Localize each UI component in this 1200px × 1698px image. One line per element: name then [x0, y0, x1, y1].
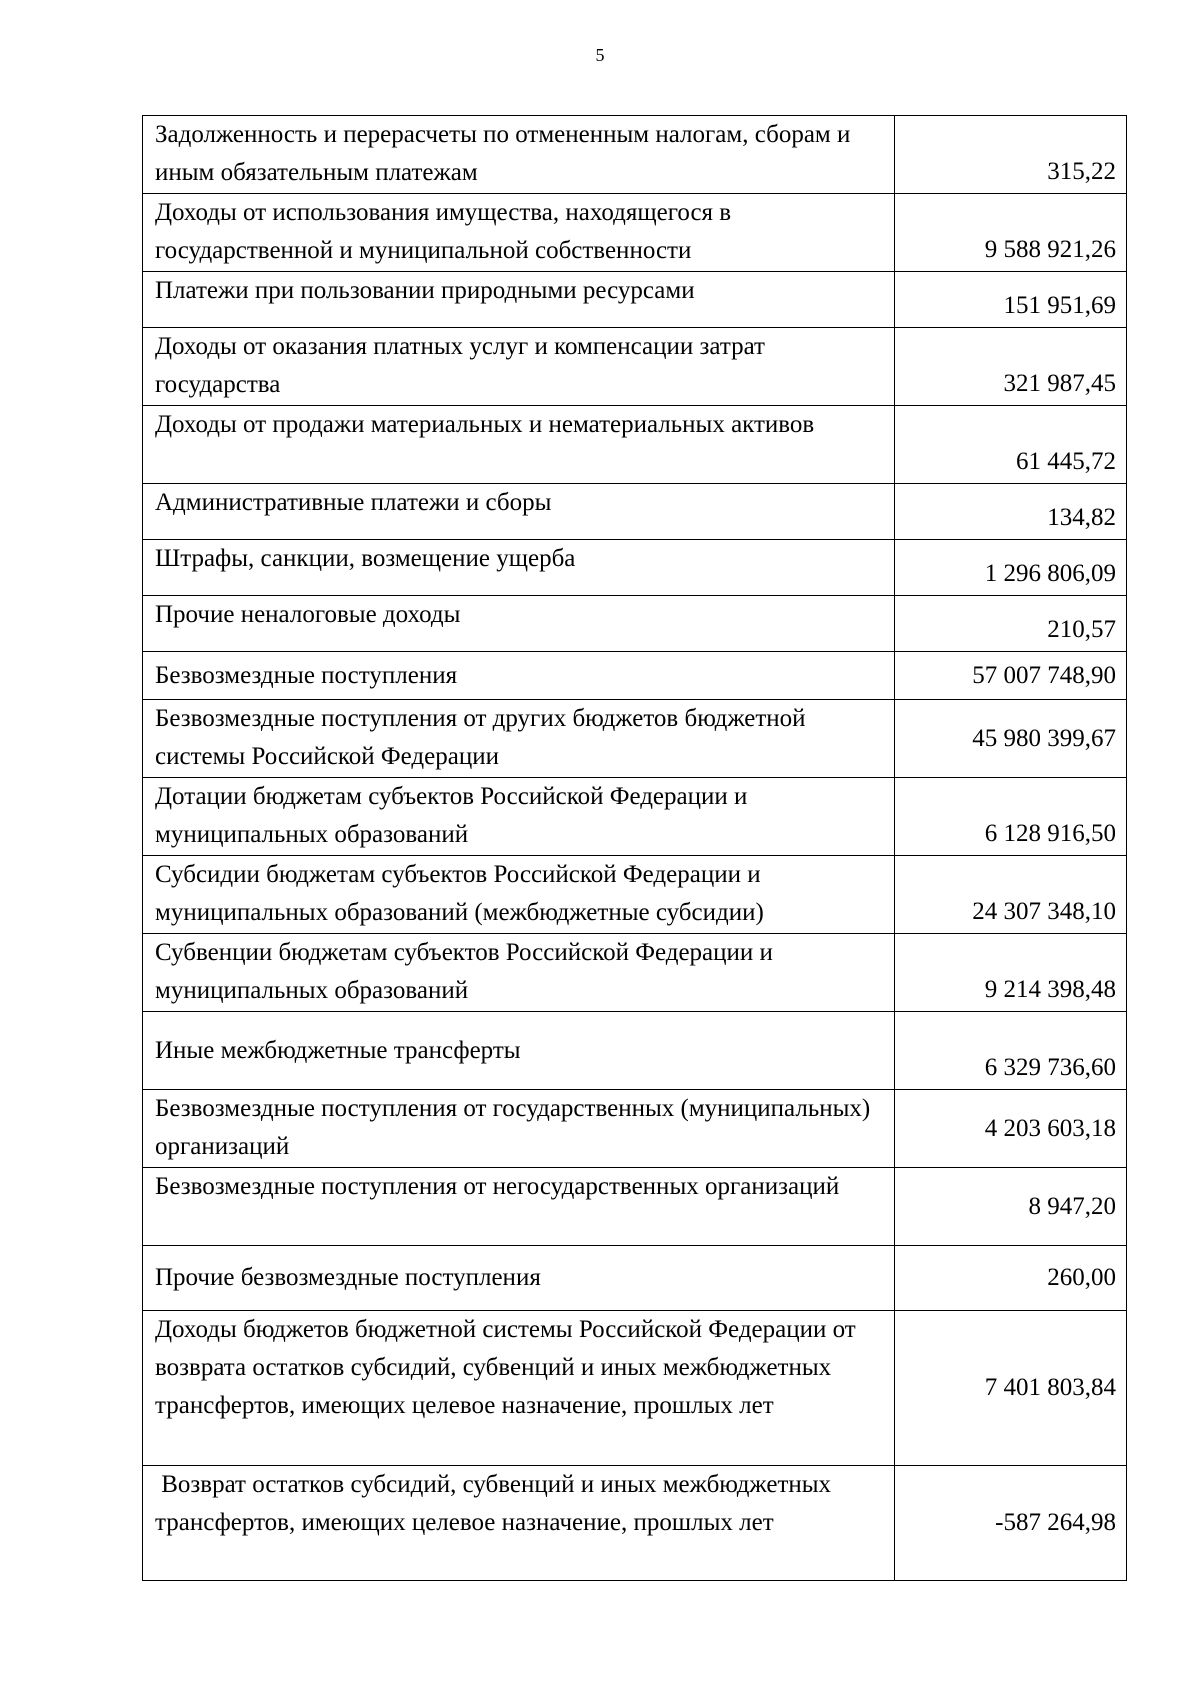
row-value: 9 214 398,48: [895, 934, 1127, 1012]
table-row: [143, 116, 1127, 194]
row-value: 61 445,72: [895, 406, 1127, 484]
row-label: Штрафы, санкции, возмещение ущерба: [143, 540, 895, 596]
row-value: 45 980 399,67: [895, 700, 1127, 778]
table-row: [143, 484, 1127, 540]
table-row: [143, 1012, 1127, 1090]
table-row: [143, 272, 1127, 328]
row-value: 321 987,45: [895, 328, 1127, 406]
row-label: Дотации бюджетам субъектов Российской Федерации и муниципальных образований: [143, 778, 895, 856]
table-row: [143, 1311, 1127, 1466]
row-value: 4 203 603,18: [895, 1090, 1127, 1168]
row-label: Платежи при пользовании природными ресурсами: [143, 272, 895, 328]
table-row: [143, 1466, 1127, 1581]
table-row: [143, 596, 1127, 652]
row-label: Прочие неналоговые доходы: [143, 596, 895, 652]
row-label: Безвозмездные поступления от других бюджетов бюджетной системы Российской Федерации: [143, 700, 895, 778]
table-row: [143, 700, 1127, 778]
table-row: [143, 406, 1127, 484]
row-label: Безвозмездные поступления от негосударственных организаций: [143, 1168, 895, 1246]
row-value: 260,00: [895, 1246, 1127, 1311]
row-value: 57 007 748,90: [895, 652, 1127, 700]
table-row: [143, 194, 1127, 272]
row-value: 6 329 736,60: [895, 1012, 1127, 1090]
row-label: Иные межбюджетные трансферты: [143, 1012, 895, 1090]
table-row: [143, 1246, 1127, 1311]
row-label: Доходы от использования имущества, находящегося в государственной и муниципальной собственности: [143, 194, 895, 272]
row-label: Возврат остатков субсидий, субвенций и иных межбюджетных трансфертов, имеющих целевое назначение, прошлых лет: [143, 1466, 895, 1581]
row-label: Доходы от оказания платных услуг и компенсации затрат государства: [143, 328, 895, 406]
row-value: 8 947,20: [895, 1168, 1127, 1246]
row-value: 315,22: [895, 116, 1127, 194]
table-row: [143, 1168, 1127, 1246]
row-label: Прочие безвозмездные поступления: [143, 1246, 895, 1311]
row-value: 210,57: [895, 596, 1127, 652]
row-value: -587 264,98: [895, 1466, 1127, 1581]
row-value: 24 307 348,10: [895, 856, 1127, 934]
row-label: Доходы от продажи материальных и нематериальных активов: [143, 406, 895, 484]
row-value: 9 588 921,26: [895, 194, 1127, 272]
row-value: 151 951,69: [895, 272, 1127, 328]
budget-revenue-table: [142, 115, 1127, 1581]
row-label: Безвозмездные поступления: [143, 652, 895, 700]
table-row: [143, 328, 1127, 406]
row-label: Субсидии бюджетам субъектов Российской Федерации и муниципальных образований (межбюджетные субсидии): [143, 856, 895, 934]
table-row: [143, 1090, 1127, 1168]
row-label: Безвозмездные поступления от государственных (муниципальных) организаций: [143, 1090, 895, 1168]
row-value: 7 401 803,84: [895, 1311, 1127, 1466]
table-row: [143, 540, 1127, 596]
table-row: [143, 934, 1127, 1012]
table-row: [143, 856, 1127, 934]
row-value: 6 128 916,50: [895, 778, 1127, 856]
row-value: 134,82: [895, 484, 1127, 540]
table-row: [143, 652, 1127, 700]
page-number: 5: [595, 45, 605, 65]
row-label: Административные платежи и сборы: [143, 484, 895, 540]
row-label: Доходы бюджетов бюджетной системы Российской Федерации от возврата остатков субсидий, субвенций и иных межбюджетных трансфертов, имеющих целевое назначение, прошлых лет: [143, 1311, 895, 1466]
table-row: [143, 778, 1127, 856]
row-label: Задолженность и перерасчеты по отмененным налогам, сборам и иным обязательным платежам: [143, 116, 895, 194]
row-label: Субвенции бюджетам субъектов Российской Федерации и муниципальных образований: [143, 934, 895, 1012]
row-value: 1 296 806,09: [895, 540, 1127, 596]
